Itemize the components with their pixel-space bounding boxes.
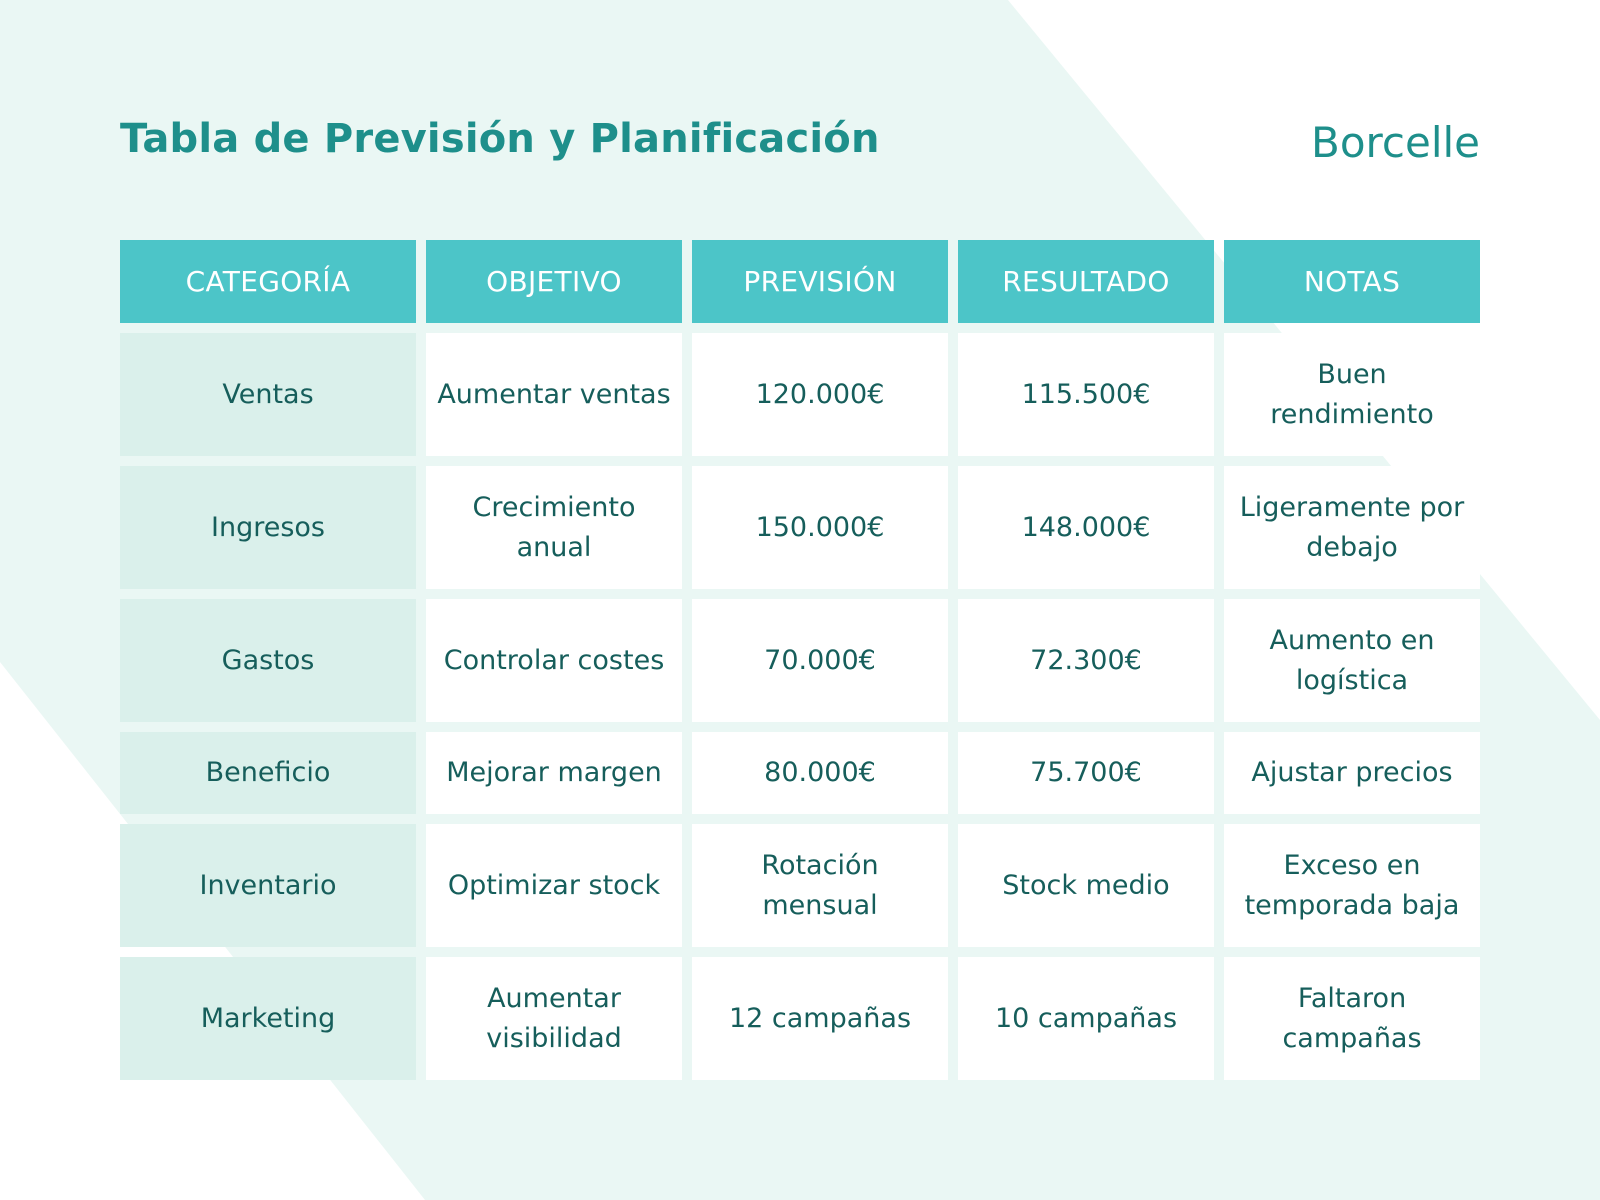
row-notes-cell: Ligeramente por debajo [1224, 466, 1480, 589]
row-notes-cell: Aumento en logística [1224, 599, 1480, 722]
column-header-categoria: CATEGORÍA [120, 240, 416, 323]
row-result-cell: 115.500€ [958, 333, 1214, 456]
brand-name: Borcelle [1311, 118, 1480, 167]
row-result-cell: 72.300€ [958, 599, 1214, 722]
row-notes-cell: Faltaron campañas [1224, 957, 1480, 1080]
row-category-cell: Gastos [120, 599, 416, 722]
row-result-cell: 10 campañas [958, 957, 1214, 1080]
row-forecast-cell: 80.000€ [692, 732, 948, 814]
row-category-cell: Beneficio [120, 732, 416, 814]
row-objective-cell: Aumentar visibilidad [426, 957, 682, 1080]
page-title: Tabla de Previsión y Planificación [120, 116, 880, 162]
row-notes-cell: Ajustar precios [1224, 732, 1480, 814]
row-objective-cell: Controlar costes [426, 599, 682, 722]
row-forecast-cell: 120.000€ [692, 333, 948, 456]
row-forecast-cell: 70.000€ [692, 599, 948, 722]
row-result-cell: 148.000€ [958, 466, 1214, 589]
row-forecast-cell: 12 campañas [692, 957, 948, 1080]
row-category-cell: Ingresos [120, 466, 416, 589]
column-header-notas: NOTAS [1224, 240, 1480, 323]
row-forecast-cell: 150.000€ [692, 466, 948, 589]
row-category-cell: Marketing [120, 957, 416, 1080]
row-category-cell: Ventas [120, 333, 416, 456]
row-notes-cell: Exceso en temporada baja [1224, 824, 1480, 947]
column-header-resultado: RESULTADO [958, 240, 1214, 323]
forecast-table [120, 240, 1480, 1080]
row-category-cell: Inventario [120, 824, 416, 947]
row-result-cell: 75.700€ [958, 732, 1214, 814]
row-forecast-cell: Rotación mensual [692, 824, 948, 947]
row-objective-cell: Mejorar margen [426, 732, 682, 814]
column-header-prevision: PREVISIÓN [692, 240, 948, 323]
row-result-cell: Stock medio [958, 824, 1214, 947]
row-notes-cell: Buen rendimiento [1224, 333, 1480, 456]
row-objective-cell: Aumentar ventas [426, 333, 682, 456]
row-objective-cell: Optimizar stock [426, 824, 682, 947]
column-header-objetivo: OBJETIVO [426, 240, 682, 323]
row-objective-cell: Crecimiento anual [426, 466, 682, 589]
